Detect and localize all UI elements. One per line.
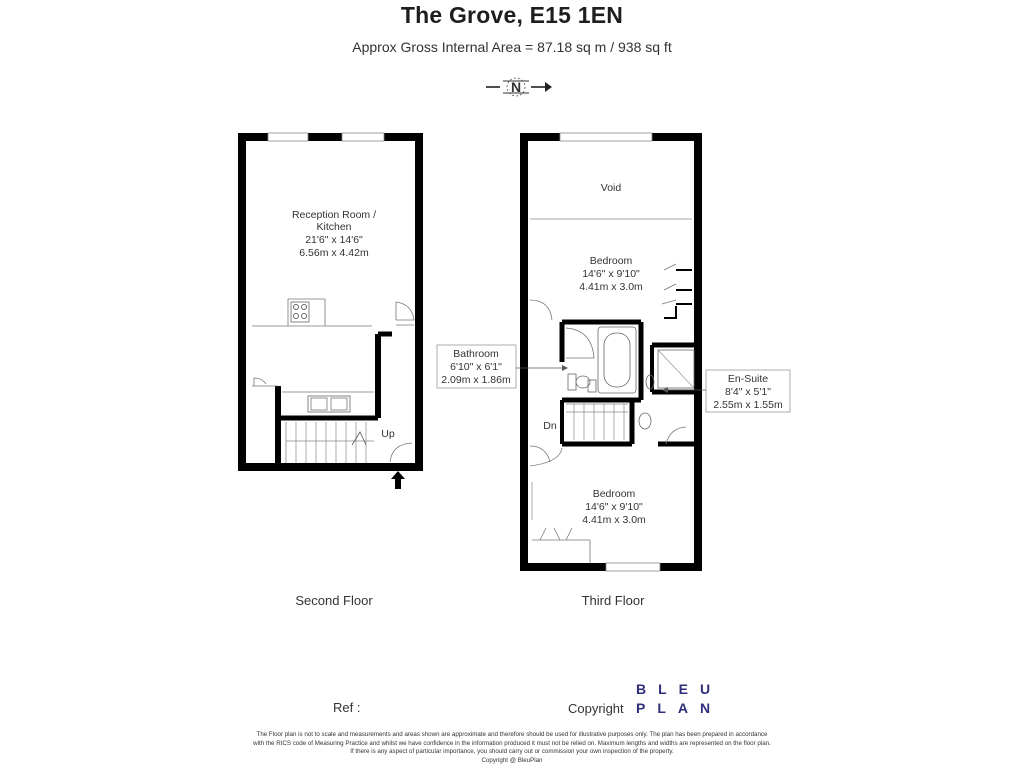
wardrobe-icon: [532, 528, 590, 563]
basin-icon: [588, 380, 596, 392]
disclaimer-text: [222, 731, 802, 765]
reception-imperial: 21'6" x 14'6": [305, 234, 363, 246]
ensuite-name: En-Suite: [727, 373, 769, 385]
sink-icon: [308, 396, 350, 412]
disclaimer-line: The Floor plan is not to scale and measurements and areas shown are approximate and therefore should be used for illustrative purposes only. The plan has been prepared in accordance: [256, 731, 768, 738]
ensuite-metric: 2.55m x 1.55m: [713, 399, 783, 411]
bedroom-bottom-metric: 4.41m x 3.0m: [582, 514, 646, 526]
stair-down-label: Dn: [543, 420, 557, 432]
bathroom-metric: 2.09m x 1.86m: [441, 374, 511, 386]
reception-metric: 6.56m x 4.42m: [299, 247, 369, 259]
bedroom-top-metric: 4.41m x 3.0m: [579, 281, 643, 293]
disclaimer-line: Copyright @ BleuPlan: [481, 756, 543, 764]
copyright-label: Copyright: [568, 701, 624, 716]
hob-icon: [291, 302, 309, 322]
reception-name-line2: Kitchen: [316, 221, 352, 233]
disclaimer-line: with the RICS code of Measuring Practice and whilst we have confidence in the information produced it must not be relied on. Maximum lengths and widths are represented on the floor plan.: [253, 739, 771, 747]
bedroom-top-name: Bedroom: [589, 255, 633, 267]
void-label: Void: [600, 182, 622, 194]
bedroom-top-imperial: 14'6" x 9'10": [582, 268, 640, 280]
toilet-icon: [568, 374, 590, 390]
disclaimer-line: If there is any aspect of particular importance, you should carry out or commission your own inspection of the property.: [350, 748, 674, 756]
plan-title: The Grove, E15 1EN: [400, 2, 624, 28]
compass-icon: [486, 78, 552, 96]
bathroom-imperial: 6'10" x 6'1": [450, 361, 502, 373]
stair-up-label: Up: [381, 428, 395, 440]
basin-icon: [639, 413, 651, 429]
compass-letter: N: [510, 79, 522, 95]
ref-label: Ref :: [333, 700, 361, 715]
gross-area-text: Approx Gross Internal Area = 87.18 sq m / 938 sq ft: [352, 39, 672, 55]
bleuplan-logo-line2: PLAN: [636, 700, 723, 716]
staircase-second-floor: [286, 422, 374, 463]
wardrobe-icon: [662, 264, 692, 318]
shower-icon: [658, 350, 694, 388]
bleuplan-logo-line1: BLEU: [636, 681, 723, 697]
reception-name-line1: Reception Room /: [291, 209, 377, 221]
bedroom-bottom-name: Bedroom: [592, 488, 636, 500]
staircase-third-floor: [566, 404, 628, 440]
third-floor-label: Third Floor: [581, 593, 645, 608]
ensuite-imperial: 8'4" x 5'1": [725, 386, 771, 398]
second-floor-label: Second Floor: [295, 593, 373, 608]
bathroom-name: Bathroom: [453, 348, 499, 360]
entrance-arrow-icon: [391, 471, 405, 489]
bedroom-bottom-imperial: 14'6" x 9'10": [585, 501, 643, 513]
bathtub-icon: [598, 327, 636, 393]
